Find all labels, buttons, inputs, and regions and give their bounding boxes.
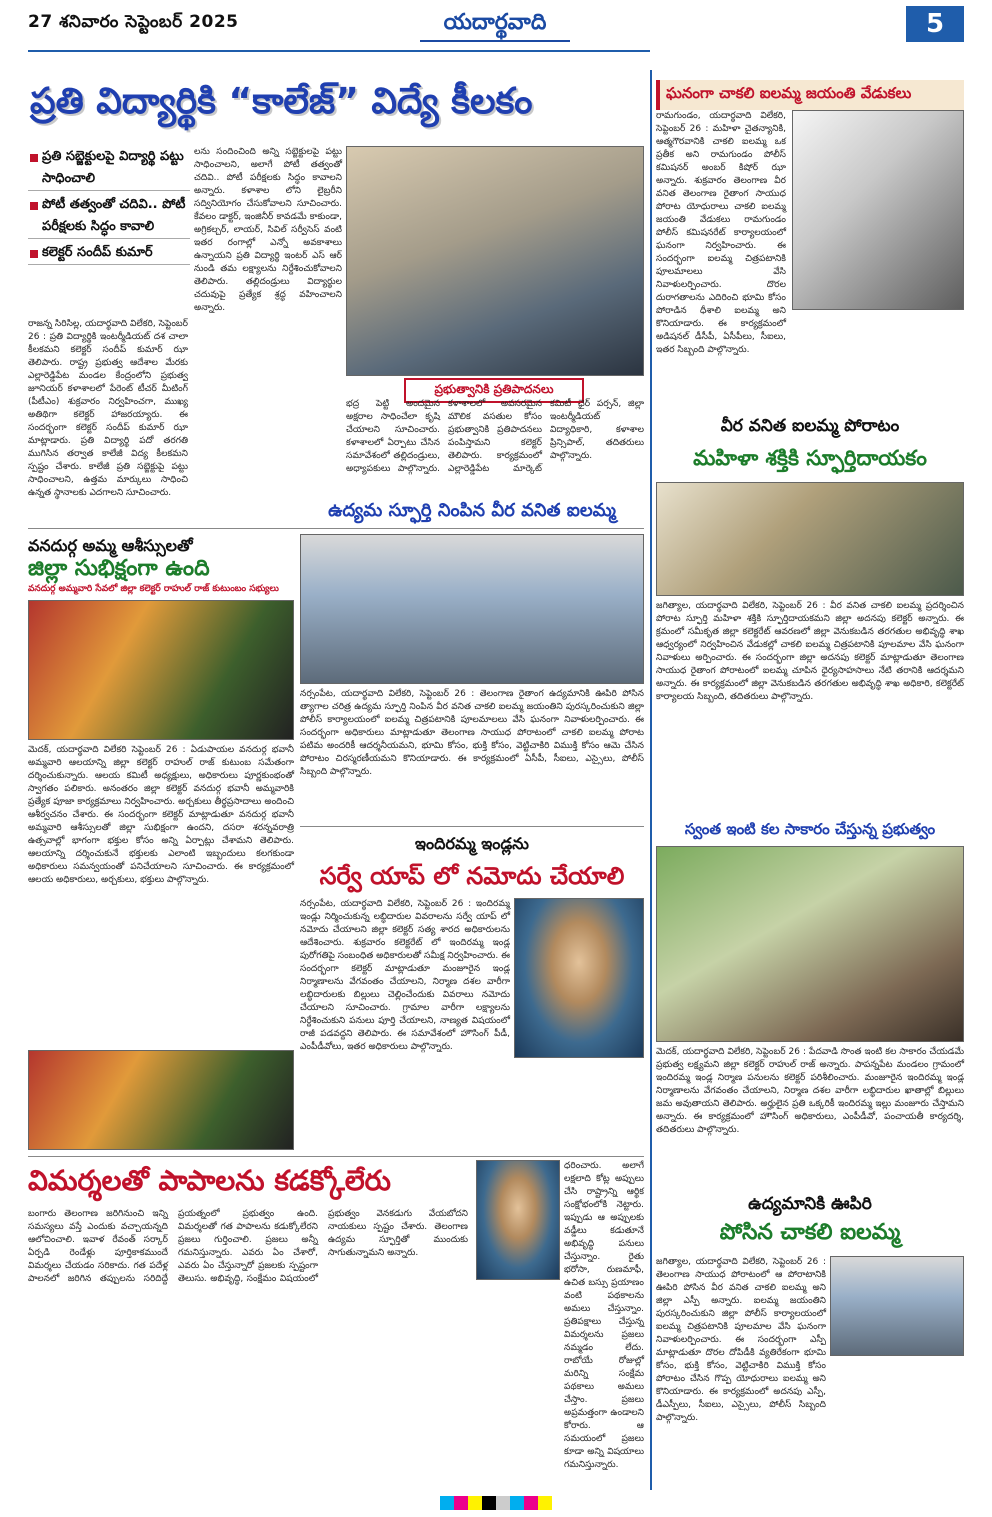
criticism-headline: విమర్శలతో పాపాలను కడక్కోలేరు: [28, 1164, 391, 1197]
lead-headline: ప్రతి విద్యార్థికి “కాలేజ్” విద్యే కీలకం: [30, 81, 533, 122]
newspaper-logo: యదార్థవాది: [420, 6, 570, 42]
lead-photo: [346, 146, 644, 376]
swatch-magenta-2: [524, 1496, 538, 1510]
section-divider: [28, 528, 644, 529]
issue-date: 27 శనివారం సెప్టెంబర్ 2025: [28, 12, 239, 32]
durga-kicker: వనదుర్గ అమ్మ ఆశీస్సులతో: [28, 536, 193, 555]
lead-body-col1: రాజన్న సిరిసిల్ల, యదార్థవాది విలేకరి, సెప్టెంబర్ 26 : ప్రతి విద్యార్థికి ఇంటర్మీడియట్ దశ చాలా కీలకమని కలెక్టర్ సందీప్ కుమార్ ఝా తెలిపారు. రాష్ట్ర ప్రభుత్వ ఆదేశాల మేరకు ఎల్లారెడ్డిపేట మండల కేంద్రంలోని ప్రభుత్వ జూనియర్ కళాశాలలో పేరెంట్ టీచర్ మీటింగ్ (పీటీఎం) శుక్రవారం నిర్వహించగా, ముఖ్య అతిథిగా కలెక్టర్ హాజరయ్యారు. ఈ సందర్భంగా కలెక్టర్ సందీప్ కుమార్ ఝా మాట్లాడారు. ప్రతి విద్యార్థి పదో తరగతి ముగిసిన తర్వాత కాలేజీ విద్య కీలకమని స్పష్టం చేశారు. కాలేజీ ప్రతి సబ్జెక్టుపై పట్టు సాధించాలని, ఉత్తమ మార్కులు సాధించి ఉన్నత స్థానాలకు ఎదగాలని సూచించారు.: [28, 319, 188, 498]
jayanti-photo: [792, 110, 964, 310]
section-divider-2: [300, 826, 644, 827]
swatch-cyan-2: [510, 1496, 524, 1510]
lead-bullet-3: కలెక్టర్ సందీప్ కుమార్: [28, 242, 190, 265]
lead-bullets: [28, 146, 190, 268]
durga-deck: వనదుర్గ అమ్మవారి సేవలో జిల్లా కలెక్టర్ రాహుల్ రాజ్ కుటుంబం సభ్యులు: [28, 584, 279, 594]
swatch-black: [482, 1496, 496, 1510]
home-body: మెదక్, యదార్థవాది విలేకరి, సెప్టెంబర్ 26 : పేదవాడి సొంత ఇంటి కల సాకారం చేయడమే ప్రభుత్వ లక్ష్యమని జిల్లా కలెక్టర్ రాహుల్ రాజ్ అన్నారు. పాపన్నపేట మండలం గ్రామంలో ఇందిరమ్మ ఇండ్ల నిర్మాణ పనులను కలెక్టర్ పరిశీలించారు. మంజూరైన ఇందిరమ్మ ఇండ్ల నిర్మాణాలను వేగవంతం చేయాలని, నిర్మాణ దశల వారీగా లబ్ధిదారుల ఖాతాల్లో బిల్లులు జమ అవుతాయని తెలిపారు. అర్హులైన ప్రతి ఒక్కరికీ ఇందిరమ్మ ఇల్లు మంజూరు చేస్తామని అన్నారు. ఈ కార్యక్రమంలో హౌసింగ్ అధికారులు, ఎంపీడీవో, పంచాయతీ కార్యదర్శి, తదితరులు పాల్గొన్నారు.: [656, 1047, 964, 1135]
swatch-magenta: [454, 1496, 468, 1510]
indiramma-kicker: ఇందిరమ్మ ఇండ్లను: [415, 834, 529, 853]
swatch-yellow-2: [538, 1496, 552, 1510]
masthead-rule: [28, 50, 650, 52]
collector-portrait: [514, 898, 644, 1058]
side-column-rule: [650, 70, 652, 1490]
breath-photo: [830, 1256, 964, 1356]
durga-body: మెదక్, యదార్థవాది విలేకరి సెప్టెంబర్ 26 : ఏడుపాయల వనదుర్గ భవానీ అమ్మవారి ఆలయాన్ని జిల్లా కలెక్టర్ రాహుల్ రాజ్ కుటుంబ సమేతంగా దర్శించుకున్నారు. ఆలయ కమిటీ అధ్యక్షులు, అధికారులు పూర్ణకుంభంతో స్వాగతం పలికారు. అనంతరం జిల్లా కలెక్టర్ వనదుర్గ భవానీ అమ్మవారికి ప్రత్యేక పూజా కార్యక్రమాలు నిర్వహించారు. అర్చకులు తీర్థప్రసాదాలు అందించి ఆశీర్వచనం చేశారు. ఈ సందర్భంగా కలెక్టర్ మాట్లాడుతూ వనదుర్గ భవానీ అమ్మవారి ఆశీస్సులతో జిల్లా సుభిక్షంగా ఉందని, దసరా శరన్నవరాత్రి ఉత్సవాల్లో భాగంగా భక్తుల కోసం అన్ని ఏర్పాట్లు చేశామని తెలిపారు. ఆలయాన్ని దర్శించుకునే భక్తులకు ఎలాంటి ఇబ్బందులు కలగకుండా అధికారులు సమన్వయంతో పనిచేయాలని సూచించారు. ఈ కార్యక్రమంలో ఆలయ అధికారులు, అర్చకులు, భక్తులు పాల్గొన్నారు.: [28, 745, 294, 885]
criticism-body-left: బంగారు తెలంగాణ జరిగినుంచి ఇన్ని సమస్యలు వస్తే ఎందుకు వచ్చాయన్నది ఆలోచించాలి. ఇవాళ రేవంత్ సర్కార్ ఏర్పడి రెండేళ్లు పూర్తికాకముందే విమర్శలు చేయడం సరికాదు. గత పదేళ్ల పాలనలో జరిగిన తప్పులను సరిదిద్దే ప్రయత్నంలో ప్రభుత్వం ఉంది. విమర్శలతో గత పాపాలను కడుక్కోలేరని ప్రజలు గుర్తించాలి. ప్రజలు అన్నీ గమనిస్తున్నారు. ఎవరు ఏం చేశారో, ఎవరు ఏం చేస్తున్నారో ప్రజలకు స్పష్టంగా తెలుసు. అభివృద్ధి, సంక్షేమం విషయంలో ప్రభుత్వం వెనకడుగు వేయబోదని నాయకులు స్పష్టం చేశారు. తెలంగాణ ఉద్యమ స్ఫూర్తితో ముందుకు సాగుతున్నామని అన్నారు.: [28, 1209, 468, 1284]
lead-bullet-2: పోటీ తత్వంతో చదివి.. పోటీ పరీక్షలకు సిద్ధం కావాలి: [28, 194, 190, 239]
jayanti-headline: ఘనంగా చాకలి ఐలమ్మ జయంతి వేడుకలు: [656, 80, 964, 110]
ilamma-headline: ఉద్యమ స్ఫూర్తి నింపిన వీర వనిత ఐలమ్మ: [328, 500, 616, 521]
lead-body-under-photo: భద్ర పెట్టి అందమైన అక్షరాల సాధించేలా కృషి చేయాలని సూచించారు. కళాశాలలో ఏర్పాటు చేసిన సమావేశంలో తల్లిదండ్రులు, అధ్యాపకులు పాల్గొన్నారు. కళాశాలలో అవసరమైన మౌలిక వసతుల కోసం ప్రభుత్వానికి ప్రతిపాదనలు పంపిస్తామని కలెక్టర్ తెలిపారు. కార్యక్రమంలో ఎల్లారెడ్డిపేట మార్కెట్ కమిటీ ఛైర్ పర్సన్, జిల్లా ఇంటర్మీడియట్ విద్యాధికారి, కళాశాల ప్రిన్సిపాల్, తదితరులు పాల్గొన్నారు.: [346, 399, 644, 474]
durga-photo-1: [28, 600, 294, 740]
page-number: 5: [906, 6, 964, 42]
breath-body: జగిత్యాల, యదార్థవాది విలేకరి, సెప్టెంబర్ 26 : తెలంగాణ సాయుధ పోరాటంలో ఆ పోరాటానికి ఊపిరి పోసిన వీర వనిత చాకలి ఐలమ్మ అని జిల్లా ఎస్పీ అన్నారు. ఐలమ్మ జయంతిని పురస్కరించుకుని జిల్లా పోలీస్ కార్యాలయంలో ఐలమ్మ చిత్రపటానికి పూలమాల వేసి ఘనంగా నివాళులర్పించారు. ఈ సందర్భంగా ఎస్పీ మాట్లాడుతూ దొరల దోపిడీకి వ్యతిరేకంగా భూమి కోసం, భుక్తి కోసం, వెట్టిచాకిరి విముక్తి కోసం పోరాటం చేసిన గొప్ప యోధురాలు ఐలమ్మ అని కొనియాడారు. ఈ కార్యక్రమంలో అదనపు ఎస్పీ, డీఎస్పీలు, సీఐలు, ఎస్సైలు, పోలీస్ సిబ్బంది పాల్గొన్నారు.: [656, 1257, 826, 1423]
swatch-yellow: [468, 1496, 482, 1510]
swatch-gray: [496, 1496, 510, 1510]
leader-portrait: [476, 1160, 560, 1280]
ilamma-photo: [300, 534, 644, 684]
section-divider-3: [28, 1156, 644, 1157]
jayanti-body: రామగుండం, యదార్థవాది విలేకరి, సెప్టెంబర్ 26 : మహిళా చైతన్యానికి, ఆత్మగౌరవానికి చాకలి ఐలమ్మ ఒక ప్రతీక అని రామగుండం పోలీస్ కమిషనర్ అంబర్ కిషోర్ ఝా అన్నారు. శుక్రవారం తెలంగాణ వీర వనిత తెలంగాణ రైతాంగ సాయుధ పోరాట యోధురాలు చాకలి ఐలమ్మ జయంతి వేడుకలు రామగుండం పోలీస్ కమిషనరేట్ కార్యాలయంలో ఘనంగా నిర్వహించారు. ఈ సందర్భంగా ఐలమ్మ చిత్రపటానికి పూలమాలలు వేసి నివాళులర్పించారు. దొరల దురాగతాలను ఎదిరించి భూమి కోసం పోరాడిన ధీశాలి ఐలమ్మ అని కొనియాడారు. ఈ కార్యక్రమంలో అడిషనల్ డీసీపీ, ఏసీపీలు, సీఐలు, ఇతర సిబ్బంది పాల్గొన్నారు.: [656, 111, 786, 355]
breath-kicker: ఉద్యమానికి ఊపిరి: [748, 1194, 872, 1214]
indiramma-body: నర్సంపేట, యదార్థవాది విలేకరి, సెప్టెంబర్ 26 : ఇందిరమ్మ ఇండ్లు నిర్మించుకున్న లబ్ధిదారుల వివరాలను సర్వే యాప్ లో నమోదు చేయాలని జిల్లా కలెక్టర్ సత్య శారద అధికారులను ఆదేశించారు. శుక్రవారం కలెక్టరేట్ లో ఇందిరమ్మ ఇండ్ల పురోగతిపై సంబంధిత అధికారులతో సమీక్ష నిర్వహించారు. ఈ సందర్భంగా కలెక్టర్ మాట్లాడుతూ మంజూరైన ఇండ్ల నిర్మాణాలను వేగవంతం చేయాలని, నిర్మాణ దశల వారీగా లబ్ధిదారులకు బిల్లులు చెల్లించేందుకు వివరాలు నమోదు చేయాలని సూచించారు. గ్రామాల వారీగా లక్ష్యాలను నిర్దేశించుకుని పనులు పూర్తి చేయాలని, నాణ్యత విషయంలో రాజీ పడవద్దని తెలిపారు. ఈ సమావేశంలో హౌసింగ్ పీడీ, ఎంపీడీవోలు, ఇతర అధికారులు పాల్గొన్నారు.: [300, 899, 510, 1052]
criticism-body-right: ధరించారు. అలాగే లక్షలాది కోట్ల అప్పులు చేసి రాష్ట్రాన్ని ఆర్థిక సంక్షోభంలోకి నెట్టారు. ఇప్పుడు ఆ అప్పులకు వడ్డీలు కడుతూనే అభివృద్ధి పనులు చేస్తున్నాం. రైతు భరోసా, రుణమాఫీ, ఉచిత బస్సు ప్రయాణం వంటి పథకాలను అమలు చేస్తున్నాం. ప్రతిపక్షాలు చేస్తున్న విమర్శలను ప్రజలు నమ్మడం లేదు. రాబోయే రోజుల్లో మరిన్ని సంక్షేమ పథకాలు అమలు చేస్తాం. ప్రజలు అప్రమత్తంగా ఉండాలని కోరారు. ఆ సమయంలో ప్రజలు కూడా అన్ని విషయాలు గమనిస్తున్నారు.: [564, 1161, 644, 1470]
veera-headline: మహిళా శక్తికి స్ఫూర్తిదాయకం: [693, 446, 927, 470]
lead-bullet-1: ప్రతి సబ్జెక్టులపై విద్యార్థి పట్టు సాధించాలి: [28, 146, 190, 191]
ilamma-body: నర్సంపేట, యదార్థవాది విలేకరి, సెప్టెంబర్ 26 : తెలంగాణ రైతాంగ ఉద్యమానికి ఊపిరి పోసిన త్యాగాల చరిత్ర ఉద్యమ స్ఫూర్తి నింపిన వీర వనిత చాకలి ఐలమ్మ జయంతిని పురస్కరించుకుని జిల్లా పోలీస్ కార్యాలయంలో ఐలమ్మ చిత్రపటానికి పూలమాలలు వేసి ఘనంగా నివాళులర్పించారు. ఈ సందర్భంగా అధికారులు మాట్లాడుతూ తెలంగాణ సాయుధ పోరాటంలో చాకలి ఐలమ్మ పోరాట పటిమ అందరికీ ఆదర్శనీయమని, భూమి కోసం, భుక్తి కోసం, వెట్టిచాకిరి విముక్తి కోసం ఆమె చేసిన పోరాటం చిరస్మరణీయమని కొనియాడారు. ఈ కార్యక్రమంలో ఏసీపీ, సీఐలు, ఎస్సైలు, పోలీస్ సిబ్బంది పాల్గొన్నారు.: [300, 689, 644, 777]
home-photo: [656, 846, 964, 1042]
breath-headline: పోసిన చాకలి ఐలమ్మ: [719, 1220, 901, 1245]
print-color-bar: [0, 1496, 992, 1512]
veera-photo: [656, 482, 964, 596]
lead-photo-caption: ప్రభుత్వానికి ప్రతిపాదనలు: [404, 378, 584, 403]
lead-body-col2: లను సందించింది అన్ని సబ్జెక్టులపై పట్టు సాధించాలని, అలాగే పోటీ తత్వంతో చదివి.. పోటీ పరీక్షలకు సిద్ధం కావాలని అన్నారు. కళాశాల లోని లైబ్రరీని సద్వినియోగం చేసుకోవాలని సూచించారు. కేవలం డాక్టర్, ఇంజినీర్ కావడమే కాకుండా, అగ్రికల్చర్, లాయర్, సివిల్ సర్వీసెస్ వంటి ఇతర రంగాల్లో ఎన్నో అవకాశాలు ఉన్నాయని ప్రతి విద్యార్థి ఇంటర్ ఎస్ ఆర్ నుండి తమ లక్ష్యాలను నిర్దేశించుకోవాలని తెలిపారు. తల్లిదండ్రులు విద్యార్థుల చదువుపై ప్రత్యేక శ్రద్ధ వహించాలని అన్నారు.: [194, 147, 342, 313]
home-headline: స్వంత ఇంటి కల సాకారం చేస్తున్న ప్రభుత్వం: [684, 820, 936, 838]
veera-kicker: వీర వనిత ఐలమ్మ పోరాటం: [720, 416, 900, 436]
durga-photo-2: [28, 1050, 294, 1150]
veera-body: జగిత్యాల, యదార్థవాది విలేకరి, సెప్టెంబర్ 26 : వీర వనిత చాకలి ఐలమ్మ ప్రదర్శించిన పోరాట స్ఫూర్తి మహిళా శక్తికి స్ఫూర్తిదాయకమని జిల్లా అదనపు కలెక్టర్ అన్నారు. ఈ క్రమంలో సమీకృత జిల్లా కలెక్టరేట్ ఆవరణలో జిల్లా వెనుకబడిన తరగతుల అభివృద్ధి శాఖ ఆధ్వర్యంలో నిర్వహించిన వేడుకల్లో చాకలి ఐలమ్మ చిత్రపటానికి పూలమాల వేసి ఘనంగా నివాళులు అర్పించారు. ఈ సందర్భంగా జిల్లా అదనపు కలెక్టర్ మాట్లాడుతూ తెలంగాణ సాయుధ రైతాంగ పోరాటంలో ఐలమ్మ చూపిన ధైర్యసాహసాలు నేటి తరానికి ఆదర్శమని అన్నారు. ఈ కార్యక్రమంలో జిల్లా వెనుకబడిన తరగతుల అభివృద్ధి శాఖ అధికారి, కలెక్టరేట్ కార్యాలయ సిబ్బంది, తదితరులు పాల్గొన్నారు.: [656, 601, 964, 702]
swatch-cyan: [440, 1496, 454, 1510]
durga-headline: జిల్లా సుభిక్షంగా ఉంది: [28, 556, 210, 581]
indiramma-headline: సర్వే యాప్ లో నమోదు చేయాలి: [319, 862, 625, 890]
